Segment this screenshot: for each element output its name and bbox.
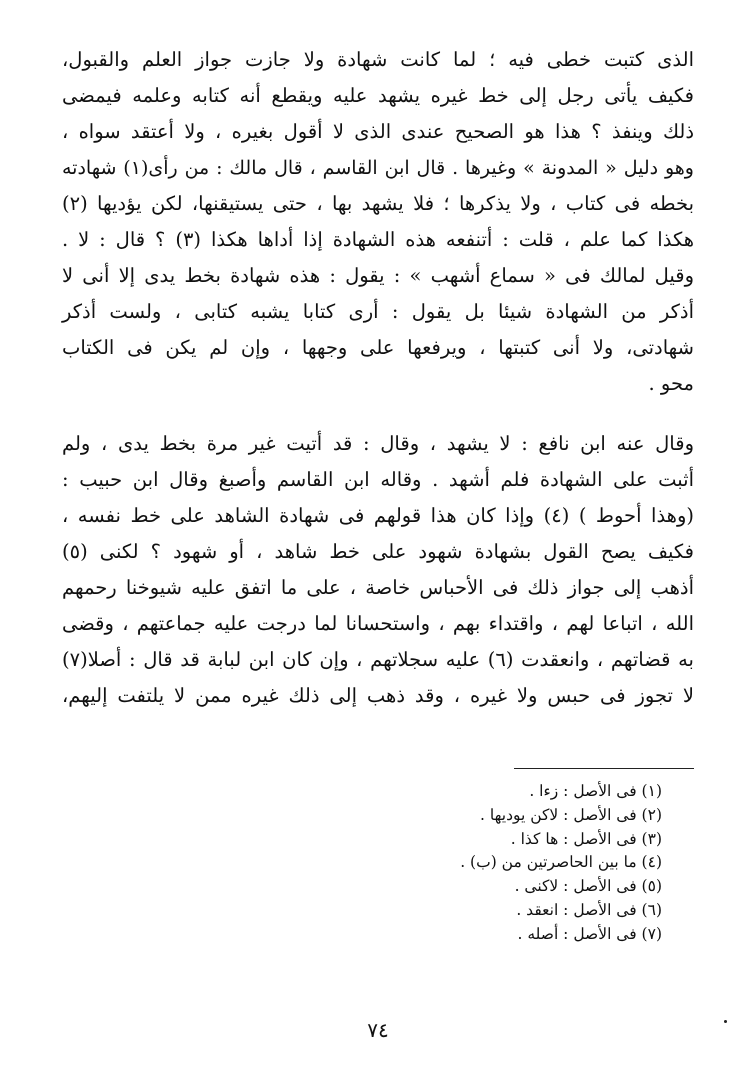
footnote: (١) فى الأصل : زءا . (529, 782, 662, 800)
text-line: به قضاتهم ، وانعقدت (٦) عليه سجلاتهم ، وإن كان ابن لبابة قد قال : أصلا(٧) (62, 648, 694, 671)
footnote: (٢) فى الأصل : لاكن يوديها . (480, 805, 662, 824)
text-line: لا تجوز فى حبس ولا غيره ، وقد ذهب إلى ذلك غيره ممن لا يلتفت إليهم، (62, 684, 694, 707)
text-line: وهو دليل « المدونة » وغيرها . قال ابن القاسم ، قال مالك : من رأى(١) شهادته (62, 157, 694, 179)
text-line: شهادتى، ولا أنى كتبتها ، ويرفعها على وجهها ، وإن لم يكن فى الكتاب (62, 336, 694, 359)
text-line: الذى كتبت خطى فيه ؛ لما كانت شهادة ولا جازت جواز العلم والقبول، (62, 48, 694, 71)
text-line: أذهب إلى جواز ذلك فى الأحباس خاصة ، على ما اتفق عليه شيوخنا رحمهم (62, 576, 694, 599)
page-number: ٧٤ (367, 1018, 389, 1042)
scan-speck (724, 1020, 727, 1023)
text-line: محو . (648, 372, 694, 395)
text-line: وقيل لمالك فى « سماع أشهب » : يقول : هذه شهادة بخط يدى إلا أنى لا (62, 264, 694, 287)
footnotes (242, 780, 662, 947)
text-line: (وهذا أحوط ) (٤) وإذا كان هذا قولهم فى شهادة الشاهد على خط نفسه ، (62, 504, 694, 527)
text-line: الله ، اتباعا لهم ، واقتداء بهم ، واستحسانا لما درجت عليه جماعتهم ، وقضى (62, 612, 694, 635)
text-line: أثبت على الشهادة فلم أشهد . وقاله ابن القاسم وأصبغ وقال ابن حبيب : (62, 468, 694, 491)
footnote-divider (514, 768, 694, 769)
text-line: أذكر من الشهادة شيئا بل يقول : أرى كتابا يشبه كتابى ، ولست أذكر (62, 300, 694, 323)
text-line: هكذا كما علم ، قلت : أتنفعه هذه الشهادة إذا أداها هكذا (٣) ؟ قال : لا . (62, 228, 694, 251)
footnote: (٤) ما بين الحاصرتين من (ب) . (460, 853, 662, 872)
text-line: وقال عنه ابن نافع : لا يشهد ، وقال : قد أتيت غير مرة بخط يدى ، ولم (62, 432, 694, 455)
paragraph-gap (62, 402, 694, 426)
footnote: (٧) فى الأصل : أصله . (517, 924, 662, 943)
text-line: فكيف يأتى رجل إلى خط غيره يشهد عليه ويقطع أنه كتابه وعلمه فيمضى (62, 84, 694, 107)
paragraph-1 (62, 42, 694, 402)
text-line: بخطه فى كتاب ، ولا يذكرها ؛ فلا يشهد بها ، حتى يستيقنها، لكن يؤديها (٢) (62, 192, 694, 215)
text-line: فكيف يصح القول بشهادة شهود على خط شاهد ، أو شهود ؟ لكنى (٥) (62, 540, 694, 563)
text-line: ذلك وينفذ ؟ هذا هو الصحيح عندى الذى لا أقول بغيره ، ولا أعتقد سواه ، (62, 120, 694, 143)
paragraph-2 (62, 426, 694, 714)
footnote: (٥) فى الأصل : لاكنى . (514, 877, 662, 896)
footnote: (٣) فى الأصل : ها كذا . (510, 829, 662, 848)
main-text (62, 42, 694, 714)
footnote: (٦) فى الأصل : انعقد . (516, 900, 662, 919)
